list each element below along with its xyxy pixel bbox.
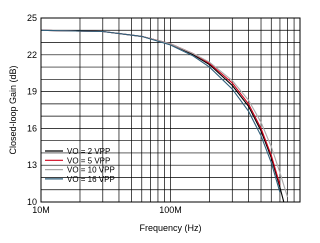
x-tick-labels — [32, 205, 182, 215]
y-tick-label: 16 — [26, 123, 37, 134]
y-axis-label: Closed-loop Gain (dB) — [8, 65, 18, 155]
y-tick-label: 22 — [26, 49, 37, 60]
y-tick-label: 25 — [26, 13, 37, 23]
legend-entry: VO = 10 VPP — [67, 165, 115, 175]
legend-entry: VO = 2 VPP — [67, 147, 111, 156]
y-tick-label: 19 — [26, 86, 37, 97]
legend-entry: VO = 5 VPP — [67, 156, 111, 166]
y-tick-label: 10 — [26, 197, 37, 207]
y-tick-label: 13 — [26, 160, 37, 171]
x-axis-label: Frequency (Hz) — [139, 223, 202, 233]
legend-entry: VO = 16 VPP — [67, 174, 115, 184]
y-tick-labels — [27, 13, 37, 207]
x-tick-label: 100M — [159, 205, 182, 215]
x-tick-label: 10M — [32, 205, 50, 215]
